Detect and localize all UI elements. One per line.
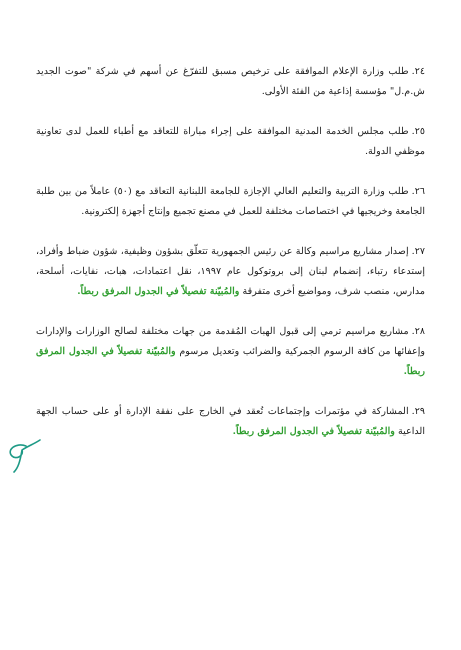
item-number: ٢٤. xyxy=(411,66,425,77)
item-number: ٢٦. xyxy=(411,186,425,197)
item-number: ٢٨. xyxy=(411,326,425,337)
item-text: إصدار مشاريع مراسيم وكالة عن رئيس الجمهورية تتعلّق بشؤون وظيفية، شؤون ضباط وأفراد، إستدعاء رتباء، إنضمام لبنان إلى بروتوكول عام ١٩٩٧، نقل اعتمادات، هبات، نفايات، أسلحة، مدارس، منصب شرف، ومواضيع أخرى متفرقة xyxy=(36,246,425,297)
item-number: ٢٥. xyxy=(411,126,425,137)
item-highlight: والمُبيّنة تفصيلاً في الجدول المرفق ربطاً. xyxy=(36,346,425,377)
agenda-item-26 xyxy=(36,182,425,222)
item-text: طلب وزارة الإعلام الموافقة على ترخيص مسبق للتفرّغ عن أسهم في شركة "صوت الجديد ش.م.ل" مؤسسة إذاعية من الفئة الأولى. xyxy=(36,66,425,97)
item-text: طلب وزارة التربية والتعليم العالي الإجازة للجامعة اللبنانية التعاقد مع (٥٠) عاملاً من بين طلبة الجامعة وخريجيها في اختصاصات مختلفة للعمل في مصنع تجميع وإنتاج أجهزة إلكترونية. xyxy=(36,186,425,217)
agenda-item-28 xyxy=(36,322,425,382)
item-text: المشاركة في مؤتمرات وإجتماعات تُعقد في الخارج على نفقة الإدارة أو على حساب الجهة الداعية xyxy=(36,406,425,437)
item-number: ٢٩. xyxy=(411,406,425,417)
item-highlight: والمُبيّنة تفصيلاً في الجدول المرفق ربطاً. xyxy=(77,286,240,297)
agenda-item-27 xyxy=(36,242,425,302)
item-text: مشاريع مراسيم ترمي إلى قبول الهبات المُقدمة من جهات مختلفة لصالح الوزارات والإدارات وإعفائها من كافة الرسوم الجمركية والضرائب وتعديل مرسوم xyxy=(36,326,426,357)
agenda-item-29 xyxy=(36,402,425,442)
signature-mark xyxy=(2,436,42,476)
item-number: ٢٧. xyxy=(411,246,425,257)
agenda-item-25 xyxy=(36,122,425,162)
agenda-item-24 xyxy=(36,62,425,102)
agenda-items xyxy=(36,62,425,442)
item-text: طلب مجلس الخدمة المدنية الموافقة على إجراء مباراة للتعاقد مع أطباء للعمل لدى تعاونية موظفي الدولة. xyxy=(36,126,425,157)
item-highlight: والمُبيّنة تفصيلاً في الجدول المرفق ربطاً. xyxy=(232,426,395,437)
